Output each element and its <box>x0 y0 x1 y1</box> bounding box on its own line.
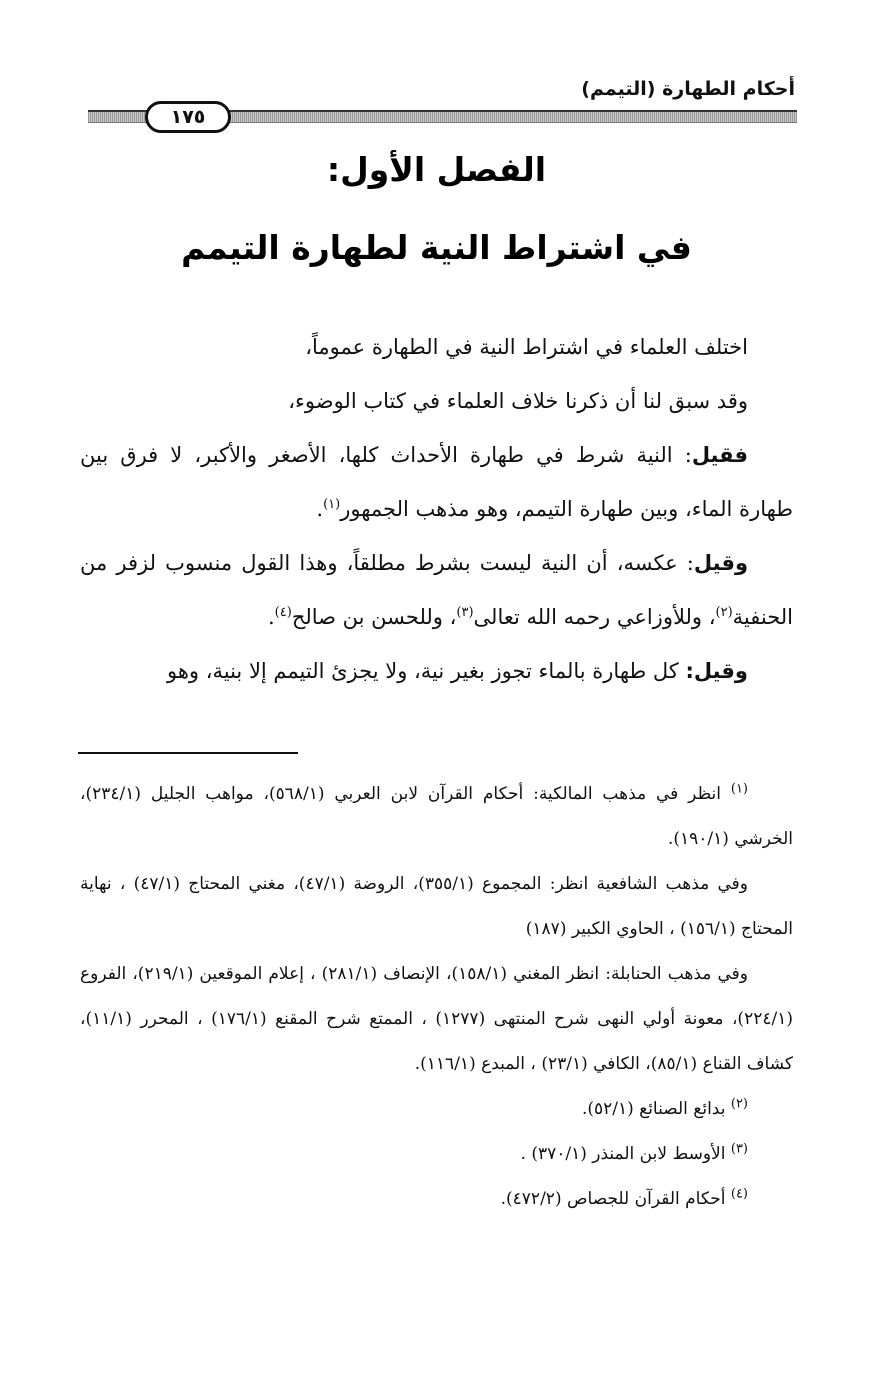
footnote-4-text: أحكام القرآن للجصاص (٤٧٢/٢). <box>500 1189 731 1209</box>
paragraph-3-lead: فقيل <box>691 443 748 467</box>
footnote-4-mark: (٤) <box>730 1186 748 1202</box>
paragraph-5-lead: وقيل: <box>685 659 748 683</box>
footnote-2 <box>80 1087 793 1132</box>
footnotes <box>80 772 793 1222</box>
footnote-2-text: بدائع الصنائع (٥٢/١). <box>581 1099 731 1119</box>
paragraph-4-text-a: : عكسه، أن النية ليست بشرط مطلقاً، وهذا القول منسوب لزفر من الحنفية <box>80 551 793 629</box>
footnote-4 <box>80 1177 793 1222</box>
running-title: أحكام الطهارة (التيمم) <box>581 78 795 100</box>
footnote-3-text: الأوسط لابن المنذر (٣٧٠/١) . <box>520 1144 731 1164</box>
body-text <box>80 320 793 698</box>
footnote-ref-2[interactable]: (٢) <box>715 605 733 620</box>
paragraph-4 <box>80 536 793 644</box>
footnote-ref-1[interactable]: (١) <box>323 497 341 512</box>
paragraph-4-lead: وقيل <box>693 551 748 575</box>
paragraph-4-text-c: ، وللحسن بن صالح <box>291 605 457 629</box>
paragraph-4-text-b: ، وللأوزاعي رحمه الله تعالى <box>473 605 716 629</box>
paragraph-2: وقد سبق لنا أن ذكرنا خلاف العلماء في كتاب الوضوء، <box>288 389 748 413</box>
paragraph-5-text: كل طهارة بالماء تجوز بغير نية، ولا يجزئ التيمم إلا بنية، وهو <box>166 659 686 683</box>
footnote-3-mark: (٣) <box>730 1141 748 1157</box>
page-number: ١٧٥ <box>145 101 231 133</box>
footnote-2-mark: (٢) <box>730 1096 748 1112</box>
paragraph-4-end: . <box>267 605 275 629</box>
footnote-1 <box>80 772 793 862</box>
chapter-title: الفصل الأول: <box>326 150 547 189</box>
footnote-ref-3[interactable]: (٣) <box>456 605 474 620</box>
paragraph-3 <box>80 428 793 536</box>
section-title: في اشتراط النية لطهارة التيمم <box>181 228 692 267</box>
footnote-1-shafii: وفي مذهب الشافعية انظر: المجموع (٣٥٥/١)، الروضة (٤٧/١)، مغني المحتاج (٤٧/١) ، نهاية المحتاج (١٥٦/١) ، الحاوي الكبير (١٨٧) <box>80 874 793 939</box>
paragraph-1: اختلف العلماء في اشتراط النية في الطهارة عموماً، <box>305 335 748 359</box>
paragraph-5 <box>80 644 793 698</box>
footnote-ref-4[interactable]: (٤) <box>274 605 292 620</box>
footnote-1-mark: (١) <box>730 781 748 797</box>
footnote-3 <box>80 1132 793 1177</box>
footnote-1-text: انظر في مذهب المالكية: أحكام القرآن لابن العربي (٥٦٨/١)، مواهب الجليل (٢٣٤/١)، الخرشي (١٩٠/١). <box>80 784 793 849</box>
footnote-separator <box>78 752 298 754</box>
paragraph-3-end: . <box>316 497 324 521</box>
paragraph-3-text: : النية شرط في طهارة الأحداث كلها، الأصغر والأكبر، لا فرق بين طهارة الماء، وبين طهارة التيمم، وهو مذهب الجمهور <box>80 443 793 521</box>
footnote-1-hanbali: وفي مذهب الحنابلة: انظر المغني (١٥٨/١)، الإنصاف (٢٨١/١) ، إعلام الموقعين (٢١٩/١)، الفروع (٢٢٤/١)، معونة أولي النهى شرح المنتهى (١٢٧٧) ، الممتع شرح المقنع (١٧٦/١) ، المحرر (١١/١)، كشاف القناع (٨٥/١)، الكافي (٢٣/١) ، المبدع (١١٦/١). <box>80 964 793 1074</box>
